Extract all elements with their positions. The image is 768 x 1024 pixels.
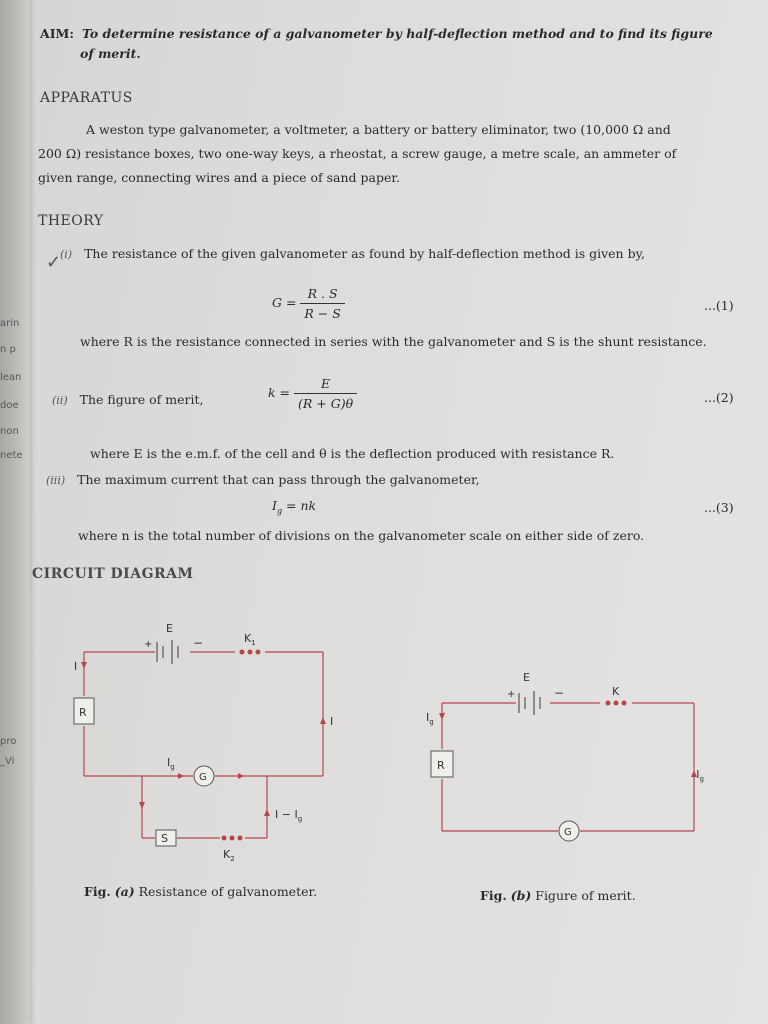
margin-fragment: arin <box>0 318 20 329</box>
current-label-left: I <box>74 660 78 673</box>
theory-item-3 <box>46 468 480 493</box>
current-ig-label: $I_g$ <box>167 756 175 771</box>
page-edge <box>0 0 30 1024</box>
battery-plus-label: + <box>507 689 516 700</box>
margin-fragment: _Vi <box>0 756 15 767</box>
caption-prefix: Fig. <box>84 884 111 899</box>
apparatus-line: A weston type galvanometer, a voltmeter, a battery or battery eliminator, two (10,000 Ω and <box>86 122 671 137</box>
equation-denominator: R − S <box>304 306 341 321</box>
caption-text: Figure of merit. <box>535 888 636 903</box>
equation-lhs: G = <box>272 295 297 310</box>
circuit-diagram-a <box>60 610 350 870</box>
roman-numeral: (i) <box>60 248 73 261</box>
key-k1-label: $K_1$ <box>244 632 256 647</box>
equation-number: ...(1) <box>704 298 734 313</box>
resistor-r-label: R <box>79 706 87 719</box>
equation-subscript: g <box>276 506 283 516</box>
margin-fragment: nete <box>0 450 23 461</box>
key-k-label: K <box>612 685 620 698</box>
caption-letter: (b) <box>510 888 532 903</box>
current-ig-left-label: $I_g$ <box>426 711 434 726</box>
roman-numeral: (iii) <box>46 474 66 487</box>
caption-prefix: Fig. <box>480 888 507 903</box>
equation-1 <box>272 286 345 321</box>
shunt-s-label: S <box>161 832 168 845</box>
figure-b-caption <box>480 888 636 903</box>
circuit-heading: CIRCUIT DIAGRAM <box>32 566 194 582</box>
equation-lhs: I <box>272 498 277 513</box>
theory-item-3-text: The maximum current that can pass through the galvanometer, <box>77 472 480 487</box>
theory-item-1-where: where R is the resistance connected in series with the galvanometer and S is the shunt resistance. <box>80 334 707 349</box>
margin-fragment: doe <box>0 400 19 411</box>
aim-text-line1: To determine resistance of a galvanometer by half-deflection method and to find its figure <box>81 26 713 41</box>
theory-item-2-text: The figure of merit, <box>79 392 204 407</box>
key-k2-label: $K_2$ <box>223 848 235 863</box>
margin-fragment: n p <box>0 344 16 355</box>
apparatus-line: given range, connecting wires and a piece of sand paper. <box>38 170 400 185</box>
current-ig-right-label: $I_g$ <box>696 768 704 783</box>
aim-text-line2: of merit. <box>80 46 141 61</box>
equation-numerator: E <box>294 376 357 394</box>
battery-label: E <box>166 622 173 635</box>
equation-numerator: R . S <box>300 286 344 304</box>
equation-2 <box>268 376 357 411</box>
apparatus-heading: APPARATUS <box>40 90 133 106</box>
equation-denominator: (R + G)θ <box>298 396 354 411</box>
checkmark-icon: ✓ <box>46 252 62 273</box>
aim-section <box>40 24 745 64</box>
equation-3 <box>272 498 316 516</box>
battery-label: E <box>523 671 530 684</box>
equation-number: ...(3) <box>704 500 734 515</box>
theory-item-2-where: where E is the e.m.f. of the cell and θ is the deflection produced with resistance R. <box>90 446 615 461</box>
figure-a-caption <box>84 884 317 899</box>
margin-fragment: lean <box>0 372 22 383</box>
margin-fragment: pro <box>0 736 17 747</box>
theory-item-2 <box>52 388 203 413</box>
battery-plus-label: + <box>144 639 153 650</box>
theory-heading: THEORY <box>38 213 104 229</box>
apparatus-line: 200 Ω) resistance boxes, two one-way keys, a rheostat, a screw gauge, a metre scale, an ammeter of <box>38 146 677 161</box>
aim-label: AIM: <box>40 26 74 41</box>
roman-numeral: (ii) <box>52 394 68 407</box>
current-i-minus-ig-label: $I - I_g$ <box>275 808 303 823</box>
battery-minus-label: − <box>554 686 565 700</box>
theory-item-3-where: where n is the total number of divisions on the galvanometer scale on either side of zero. <box>78 528 645 543</box>
galvanometer-label: G <box>564 827 572 838</box>
equation-number: ...(2) <box>704 390 734 405</box>
theory-item-1 <box>60 242 645 267</box>
caption-letter: (a) <box>114 884 135 899</box>
theory-item-1-text: The resistance of the given galvanometer as found by half-deflection method is given by, <box>84 246 645 261</box>
apparatus-text <box>38 118 750 190</box>
battery-minus-label: − <box>193 636 204 650</box>
resistor-r-label: R <box>437 759 445 772</box>
galvanometer-label: G <box>199 772 207 783</box>
equation-lhs: k = <box>268 385 291 400</box>
margin-fragment: non <box>0 426 19 437</box>
circuit-diagram-b <box>420 665 710 845</box>
caption-text: Resistance of galvanometer. <box>138 884 318 899</box>
equation-rhs: = nk <box>282 498 317 513</box>
current-label-right: I <box>330 715 334 728</box>
